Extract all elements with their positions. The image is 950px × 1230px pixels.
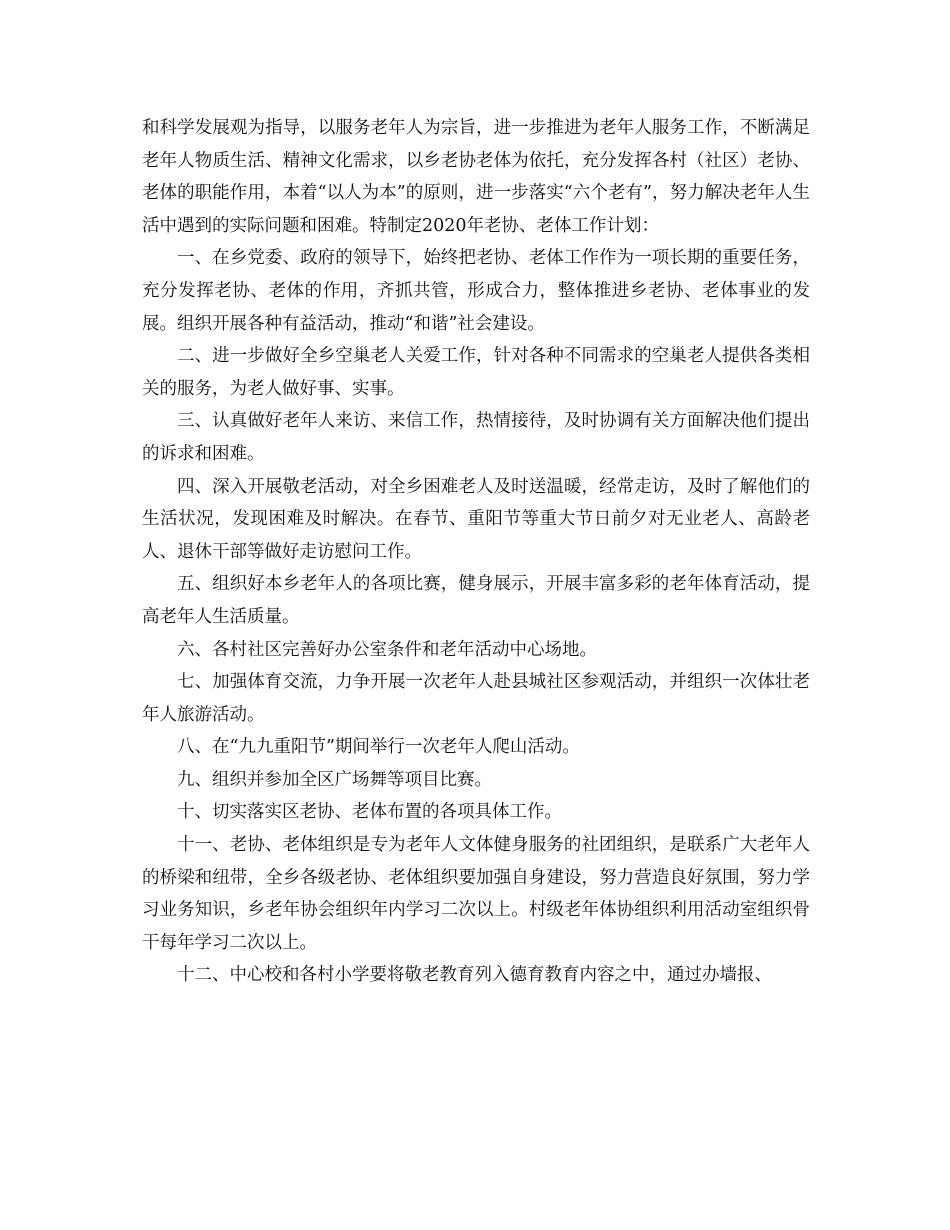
- paragraph-item-4: 四、深入开展敬老活动，对全乡困难老人及时送温暖，经常走访，及时了解他们的生活状况，发现困难及时解决。在春节、重阳节等重大节日前夕对无业老人、高龄老人、退休干部等做好走访慰问工作。: [142, 476, 810, 562]
- paragraph-item-2: 二、进一步做好全乡空巢老人关爱工作，针对各种不同需求的空巢老人提供各类相关的服务，为老人做好事、实事。: [142, 346, 810, 399]
- document-body: [142, 112, 810, 992]
- paragraph-item-8: 八、在“九九重阳节”期间举行一次老年人爬山活动。: [177, 737, 580, 758]
- paragraph-item-10: 十、切实落实区老协、老体布置的各项具体工作。: [177, 802, 562, 823]
- paragraph-intro-continuation: 和科学发展观为指导，以服务老年人为宗旨，进一步推进为老年人服务工作，不断满足老年人物质生活、精神文化需求，以乡老协老体为依托，充分发挥各村（社区）老协、老体的职能作用，本着“以人为本”的原则，进一步落实“六个老有”，努力解决老年人生活中遇到的实际问题和困难。特制定2020年老协、老体工作计划：: [142, 118, 810, 236]
- paragraph-item-5: 五、组织好本乡老年人的各项比赛，健身展示，开展丰富多彩的老年体育活动，提高老年人生活质量。: [142, 574, 810, 627]
- paragraph-item-12: 十二、中心校和各村小学要将敬老教育列入德育教育内容之中，通过办墙报、: [177, 965, 772, 986]
- paragraph-item-1: 一、在乡党委、政府的领导下，始终把老协、老体工作作为一项长期的重要任务，充分发挥老协、老体的作用，齐抓共管，形成合力，整体推进乡老协、老体事业的发展。组织开展各种有益活动，推动“和谐”社会建设。: [142, 248, 810, 334]
- paragraph-item-3: 三、认真做好老年人来访、来信工作，热情接待，及时协调有关方面解决他们提出的诉求和困难。: [142, 411, 810, 464]
- paragraph-item-9: 九、组织并参加全区广场舞等项目比赛。: [177, 769, 492, 790]
- paragraph-item-11: 十一、老协、老体组织是专为老年人文体健身服务的社团组织，是联系广大老年人的桥梁和纽带，全乡各级老协、老体组织要加强自身建设，努力营造良好氛围，努力学习业务知识，乡老年协会组织年内学习二次以上。村级老年体协组织利用活动室组织骨干每年学习二次以上。: [142, 835, 810, 953]
- paragraph-item-7: 七、加强体育交流，力争开展一次老年人赴县城社区参观活动，并组织一次体壮老年人旅游活动。: [142, 672, 810, 725]
- paragraph-item-6: 六、各村社区完善好办公室条件和老年活动中心场地。: [177, 639, 597, 660]
